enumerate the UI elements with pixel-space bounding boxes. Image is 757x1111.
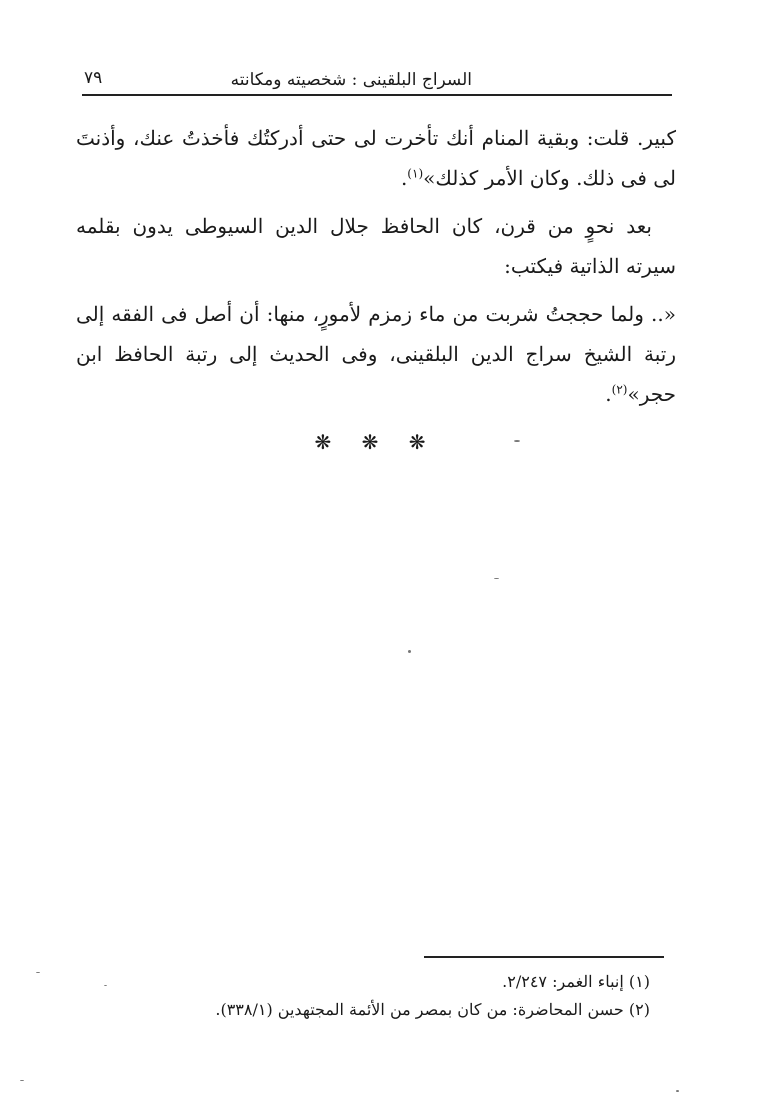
speck — [408, 650, 411, 653]
speck — [514, 440, 520, 442]
paragraph-2 — [76, 206, 676, 286]
paragraph-2-text: بعد نحوٍ من قرن، كان الحافظ جلال الدين السيوطى يدون بقلمه سيرته الذاتية فيكتب: — [76, 214, 676, 278]
main-text — [76, 118, 676, 462]
footnote-rule — [424, 956, 664, 958]
footnote-2: (٢) حسن المحاضرة: من كان بمصر من الأئمة المجتهدين (٣٣٨/١). — [215, 1000, 650, 1019]
paragraph-1-text: كبير. قلت: وبقية المنام أنك تأخرت لى حتى أدركتُك فأخذتُ عنك، وأذنتَ لى فى ذلك. وكان الأمر كذلك» — [76, 126, 676, 190]
speck — [104, 985, 107, 986]
speck — [36, 972, 40, 973]
running-header — [82, 62, 672, 94]
page-number: ٧٩ — [84, 68, 103, 88]
speck — [494, 578, 499, 579]
footnote-ref-1: (١) — [407, 166, 424, 181]
paragraph-1 — [76, 118, 676, 198]
running-title: السراج البلقينى : شخصيته ومكانته — [230, 70, 472, 90]
footnote-ref-2: (٢) — [611, 382, 628, 397]
speck — [676, 1090, 679, 1092]
footnote-1: (١) إنباء الغمر: ٢/٢٤٧. — [502, 972, 650, 991]
paragraph-3 — [76, 294, 676, 414]
footnotes — [150, 968, 650, 1024]
paragraph-3-text: «.. ولما حججتُ شربت من ماء زمزم لأمورٍ، منها: أن أصل فى الفقه إلى رتبة الشيخ سراج الدين البلقينى، وفى الحديث إلى رتبة الحافظ ابن حجر» — [76, 302, 676, 406]
paragraph-3-tail: . — [605, 382, 612, 406]
header-rule — [82, 94, 672, 96]
speck — [20, 1080, 24, 1081]
section-separator: ❋ ❋ ❋ — [314, 430, 438, 454]
paragraph-1-tail: . — [400, 166, 408, 190]
